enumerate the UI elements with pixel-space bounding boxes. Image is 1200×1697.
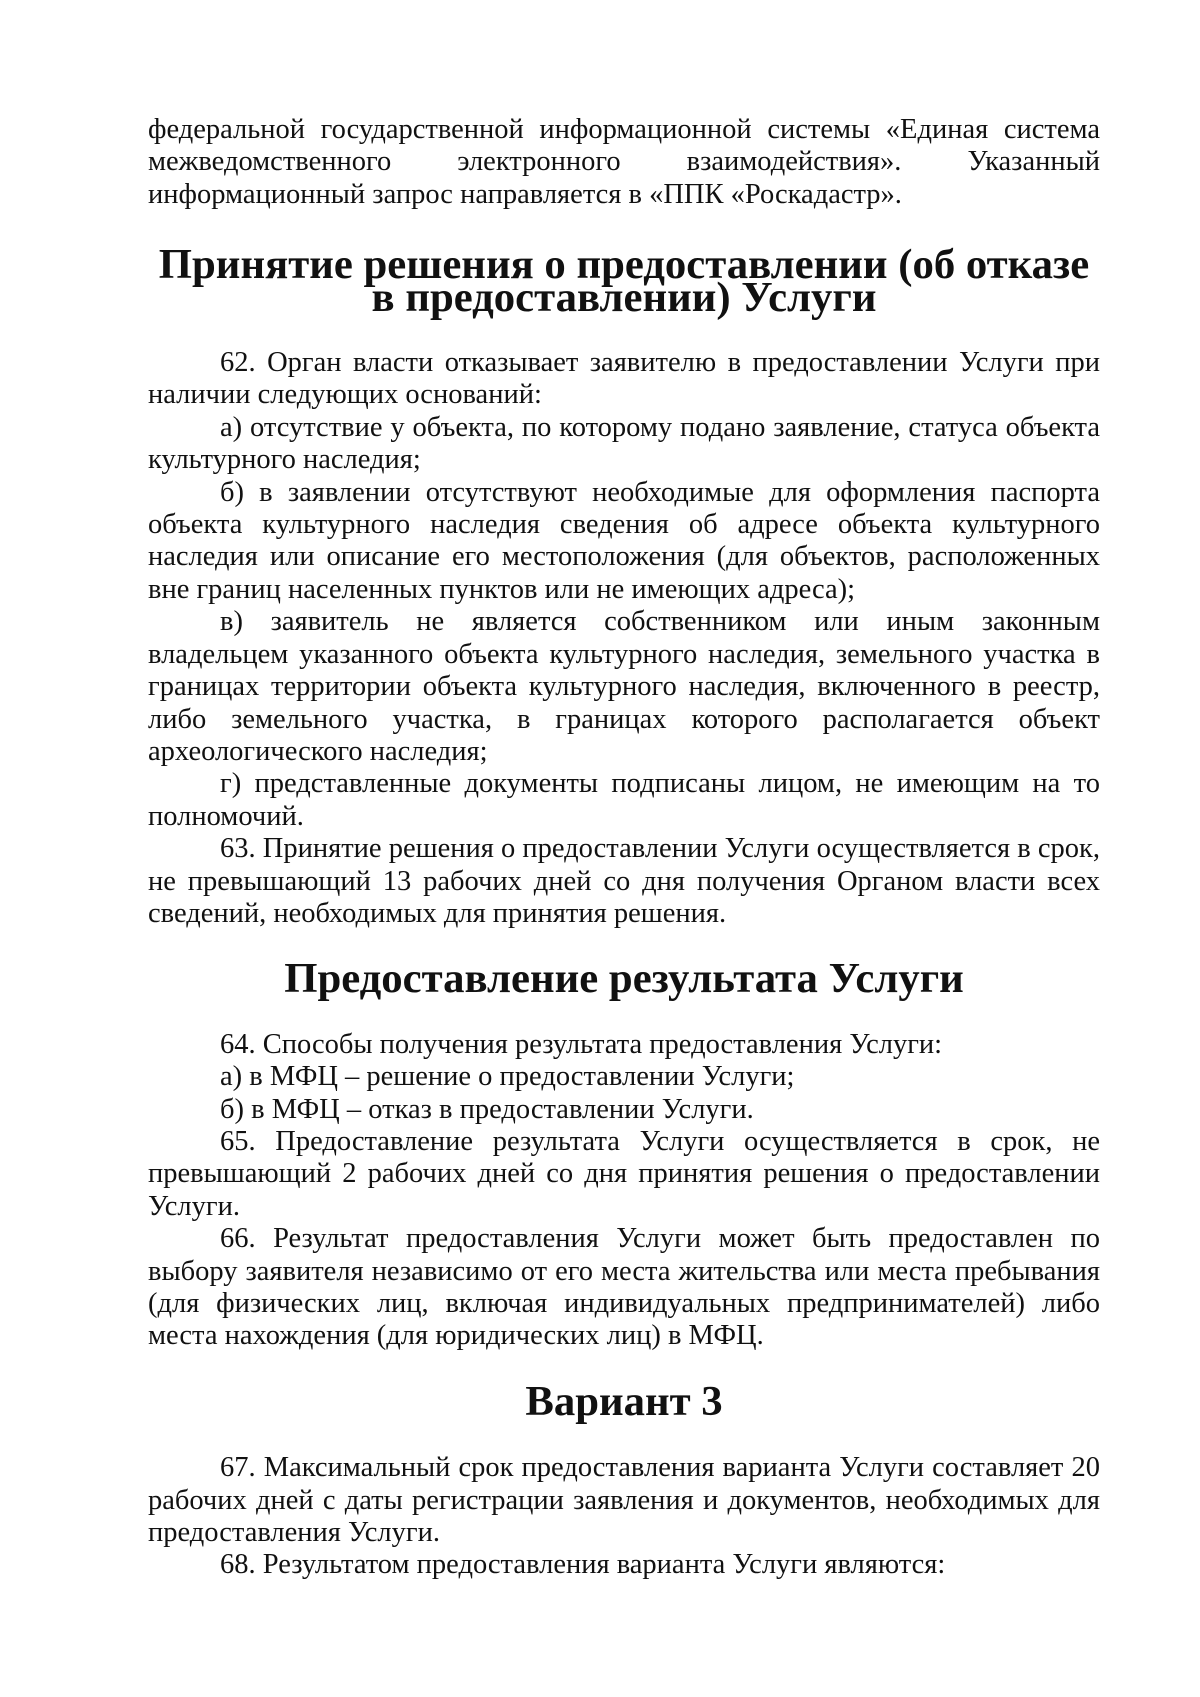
paragraph-62: 62. Орган власти отказывает заявителю в предоставлении Услуги при наличии следующих оснований: <box>148 347 1100 411</box>
section-variant-3-body <box>148 1452 1100 1582</box>
paragraph-67: 67. Максимальный срок предоставления варианта Услуги составляет 20 рабочих дней с даты регистрации заявления и документов, необходимых для предоставления Услуги. <box>148 1452 1100 1549</box>
paragraph-64: 64. Способы получения результата предоставления Услуги: <box>220 1028 943 1060</box>
document-page <box>148 114 1100 1582</box>
section-heading-variant-3: Вариант 3 <box>525 1377 723 1425</box>
section-heading-decision: Принятие решения о предоставлении (об отказе в предоставлении) Услуги <box>158 241 1090 321</box>
paragraph-64-a: а) в МФЦ – решение о предоставлении Услуги; <box>220 1061 795 1093</box>
paragraph-63: 63. Принятие решения о предоставлении Услуги осуществляется в срок, не превышающий 13 рабочих дней со дня получения Органом власти всех сведений, необходимых для принятия решения. <box>148 833 1100 929</box>
paragraph-66: 66. Результат предоставления Услуги может быть предоставлен по выбору заявителя независимо от его места жительства или места пребывания (для физических лиц, включая индивидуальных предпринимателей) либо места нахождения (для юридических лиц) в МФЦ. <box>148 1223 1100 1352</box>
paragraph-62-g: г) представленные документы подписаны лицом, не имеющим на то полномочий. <box>148 768 1100 832</box>
paragraph-62-b: б) в заявлении отсутствуют необходимые для оформления паспорта объекта культурного наследия сведения об адресе объекта культурного наследия или описание его местоположения (для объектов, расположенных вне границ населенных пунктов или не имеющих адреса); <box>148 476 1100 605</box>
paragraph-62-a: а) отсутствие у объекта, по которому подано заявление, статуса объекта культурного наследия; <box>148 411 1100 476</box>
section-heading-result: Предоставление результата Услуги <box>284 955 964 1003</box>
paragraph-68: 68. Результатом предоставления варианта Услуги являются: <box>220 1549 946 1581</box>
section-decision-body <box>148 347 1100 930</box>
section-result-body <box>148 1029 1100 1353</box>
intro-paragraph: федеральной государственной информационной системы «Единая система межведомственного электронного взаимодействия». Указанный информационный запрос направляется в «ППК «Роскадастр». <box>148 114 1100 210</box>
paragraph-62-v: в) заявитель не является собственником или иным законным владельцем указанного объекта культурного наследия, земельного участка в границах территории объекта культурного наследия, включенного в реестр, либо земельного участка, в границах которого располагается объект археологического наследия; <box>148 606 1100 767</box>
paragraph-64-b: б) в МФЦ – отказ в предоставлении Услуги. <box>220 1093 754 1125</box>
paragraph-65: 65. Предоставление результата Услуги осуществляется в срок, не превышающий 2 рабочих дней со дня принятия решения о предоставлении Услуги. <box>148 1125 1100 1222</box>
